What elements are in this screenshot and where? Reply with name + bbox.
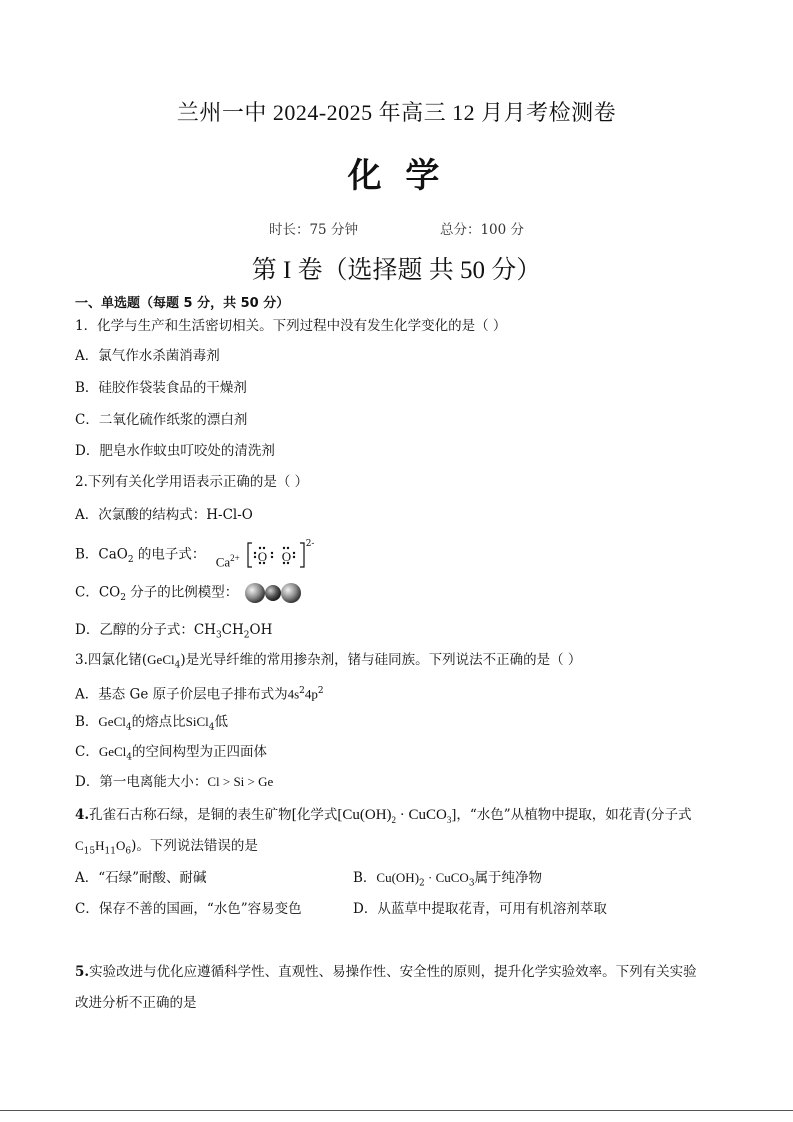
q4-l2-o: O <box>115 838 126 853</box>
q5-stem-line2: 改进分析不正确的是 <box>75 995 197 1011</box>
q3-b-post: 低 <box>214 714 228 730</box>
q3-option-a <box>75 681 324 705</box>
q1-stem: 1．化学与生产和生活密切相关。下列过程中没有发生化学变化的是（ ） <box>75 318 507 334</box>
q3-a-f2: 4p <box>304 686 318 702</box>
q2-b-post: 的电子式： <box>133 546 206 563</box>
q4-option-b <box>353 868 542 894</box>
q4-b-f: Cu(OH) <box>376 870 420 885</box>
q2-c-sub: 2 <box>120 593 126 604</box>
q5-stem <box>75 962 697 982</box>
q4-b-post: 属于纯净物 <box>474 870 543 886</box>
q3-b-f1-sub: 4 <box>125 722 132 733</box>
co2-space-filling-model-icon <box>243 580 303 606</box>
q3-a-sup2: 2 <box>317 686 324 696</box>
calcium-symbol: Ca <box>215 554 231 570</box>
peroxide-charge: 2- <box>305 539 315 549</box>
total-score-text: 总分：100 分 <box>439 222 525 238</box>
q4-option-d: D．从蓝草中提取花青，可用有机溶剂萃取 <box>353 901 607 917</box>
q3-stem-post: )是光导纤维的常用掺杂剂，锗与硅同族。下列说法不正确的是（ ） <box>180 652 582 668</box>
q1-option-d: D．肥皂水作蚊虫叮咬处的清洗剂 <box>75 443 275 459</box>
exam-title: 兰州一中 2024-2025 年高三 12 月月考检测卷 <box>176 100 617 125</box>
q4-l2-sub2: 11 <box>104 846 116 857</box>
q5-stem-line1: 实验改进与优化应遵循科学性、直观性、易操作性、安全性的原则，提升化学实验效率。下列有关实验 <box>89 964 697 980</box>
oxygen-atom-2: O <box>281 549 292 564</box>
q2-c-post: 分子的比例模型： <box>125 584 239 601</box>
q4-b-f-sub: 2 <box>419 878 425 889</box>
q1-option-b: B．硅胶作袋装食品的干燥剂 <box>75 380 247 396</box>
q2-c-pre: C．CO <box>75 584 121 601</box>
q4-options-row1 <box>75 868 715 888</box>
q3-a-f1: 4s <box>287 686 300 702</box>
q4-l2-post: )。下列说法错误的是 <box>131 838 258 854</box>
subject-title: 化 学 <box>347 156 446 196</box>
q4-l2-sub3: 6 <box>125 846 132 857</box>
q4-l2-sub1: 15 <box>83 846 96 857</box>
q4-formula-sub2: 3 <box>446 815 452 825</box>
q4-l2-h: H <box>95 838 105 853</box>
q3-a-pre: A．基态 Ge 原子价层电子排布式为 <box>75 686 288 703</box>
q4-formula-mid: · CuCO <box>396 807 447 823</box>
q4-stem-line2 <box>75 836 258 862</box>
q3-b-f2: SiCl <box>185 714 209 729</box>
duration-text: 时长：75 分钟 <box>268 222 358 238</box>
q4-formula: [$Cu(OH)_2$ · CuCO$_3$] <box>337 807 457 825</box>
q4-stem-pre: 孔雀石古称石绿，是铜的表生矿物[化学式 <box>89 807 338 823</box>
page-bottom-rule <box>0 1110 793 1111</box>
q3-c-post: 的空间构型为正四面体 <box>132 744 268 760</box>
q3-b-f2-sub: 4 <box>208 722 215 733</box>
q3-option-b <box>75 712 228 738</box>
q2-b-pre: B．CaO <box>75 546 128 563</box>
q2-d-sub1: 3 <box>215 630 222 641</box>
q2-stem: 2.下列有关化学用语表示正确的是（ ） <box>75 474 309 490</box>
q3-option-c <box>75 742 267 768</box>
exam-meta <box>0 218 793 238</box>
q4-formula-a: Cu(OH) <box>342 807 392 823</box>
q2-d-pre: D．乙醇的分子式：CH <box>75 622 216 638</box>
q3-stem <box>75 650 581 676</box>
q3-c-pre: C． <box>75 744 99 760</box>
q3-b-pre: B． <box>75 714 99 730</box>
q5-number: 5. <box>75 964 90 980</box>
q4-number: 4. <box>75 807 90 823</box>
q3-option-d <box>75 772 273 792</box>
q3-b-mid: 的熔点比 <box>131 714 186 730</box>
q2-option-c <box>75 580 303 608</box>
q4-l2-c: C <box>75 838 84 853</box>
q2-d-post: OH <box>249 622 273 638</box>
section-title: 第 I 卷（选择题 共 50 分） <box>251 257 542 284</box>
peroxide-electron-dot-icon <box>246 540 314 570</box>
q2-option-d <box>75 620 272 646</box>
q3-a-sup1: 2 <box>299 686 305 696</box>
oxygen-atom-1: O <box>257 549 268 564</box>
q2-option-a: A．次氯酸的结构式：H-Cl-O <box>75 507 253 523</box>
q3-formula: GeCl <box>147 652 175 667</box>
q1-option-a: A．氯气作水杀菌消毒剂 <box>75 348 220 364</box>
q4-b-pre: B． <box>353 870 377 886</box>
q4-formula-sub: 2 <box>391 815 397 825</box>
q4-option-c: C．保存不善的国画，“水色”容易变色 <box>75 901 302 917</box>
q3-formula-sub: 4 <box>174 660 181 671</box>
q3-b-f1: GeCl <box>98 714 126 729</box>
calcium-charge: 2+ <box>230 553 240 563</box>
q3-d-pre: D．第一电离能大小： <box>75 774 208 790</box>
q4-option-a: A．“石绿”耐酸、耐碱 <box>75 870 207 886</box>
q3-d-f: Cl > Si > Ge <box>207 774 274 789</box>
q4-b-f-sub2: 3 <box>468 878 475 889</box>
q4-b-f-mid: · CuCO <box>424 870 469 885</box>
q4-options-row2 <box>75 899 715 919</box>
q2-d-sub2: 2 <box>243 630 250 641</box>
q2-b-sub: 2 <box>127 555 134 566</box>
q1-option-c: C．二氧化硫作纸浆的漂白剂 <box>75 412 248 428</box>
calcium-ion <box>216 548 240 572</box>
q2-d-mid: CH <box>221 622 244 638</box>
q3-stem-pre: 3.四氯化锗( <box>75 652 148 668</box>
q3-c-f: GeCl <box>98 744 127 759</box>
q4-stem-post: ，“水色”从植物中提取，如花青(分子式 <box>456 807 692 823</box>
electron-formula <box>216 540 316 570</box>
q4-stem <box>75 805 691 830</box>
q3-c-f-sub: 4 <box>126 752 133 763</box>
q2-option-b <box>75 540 316 570</box>
part-title: 一、单选题（每题 5 分，共 50 分） <box>75 296 290 311</box>
